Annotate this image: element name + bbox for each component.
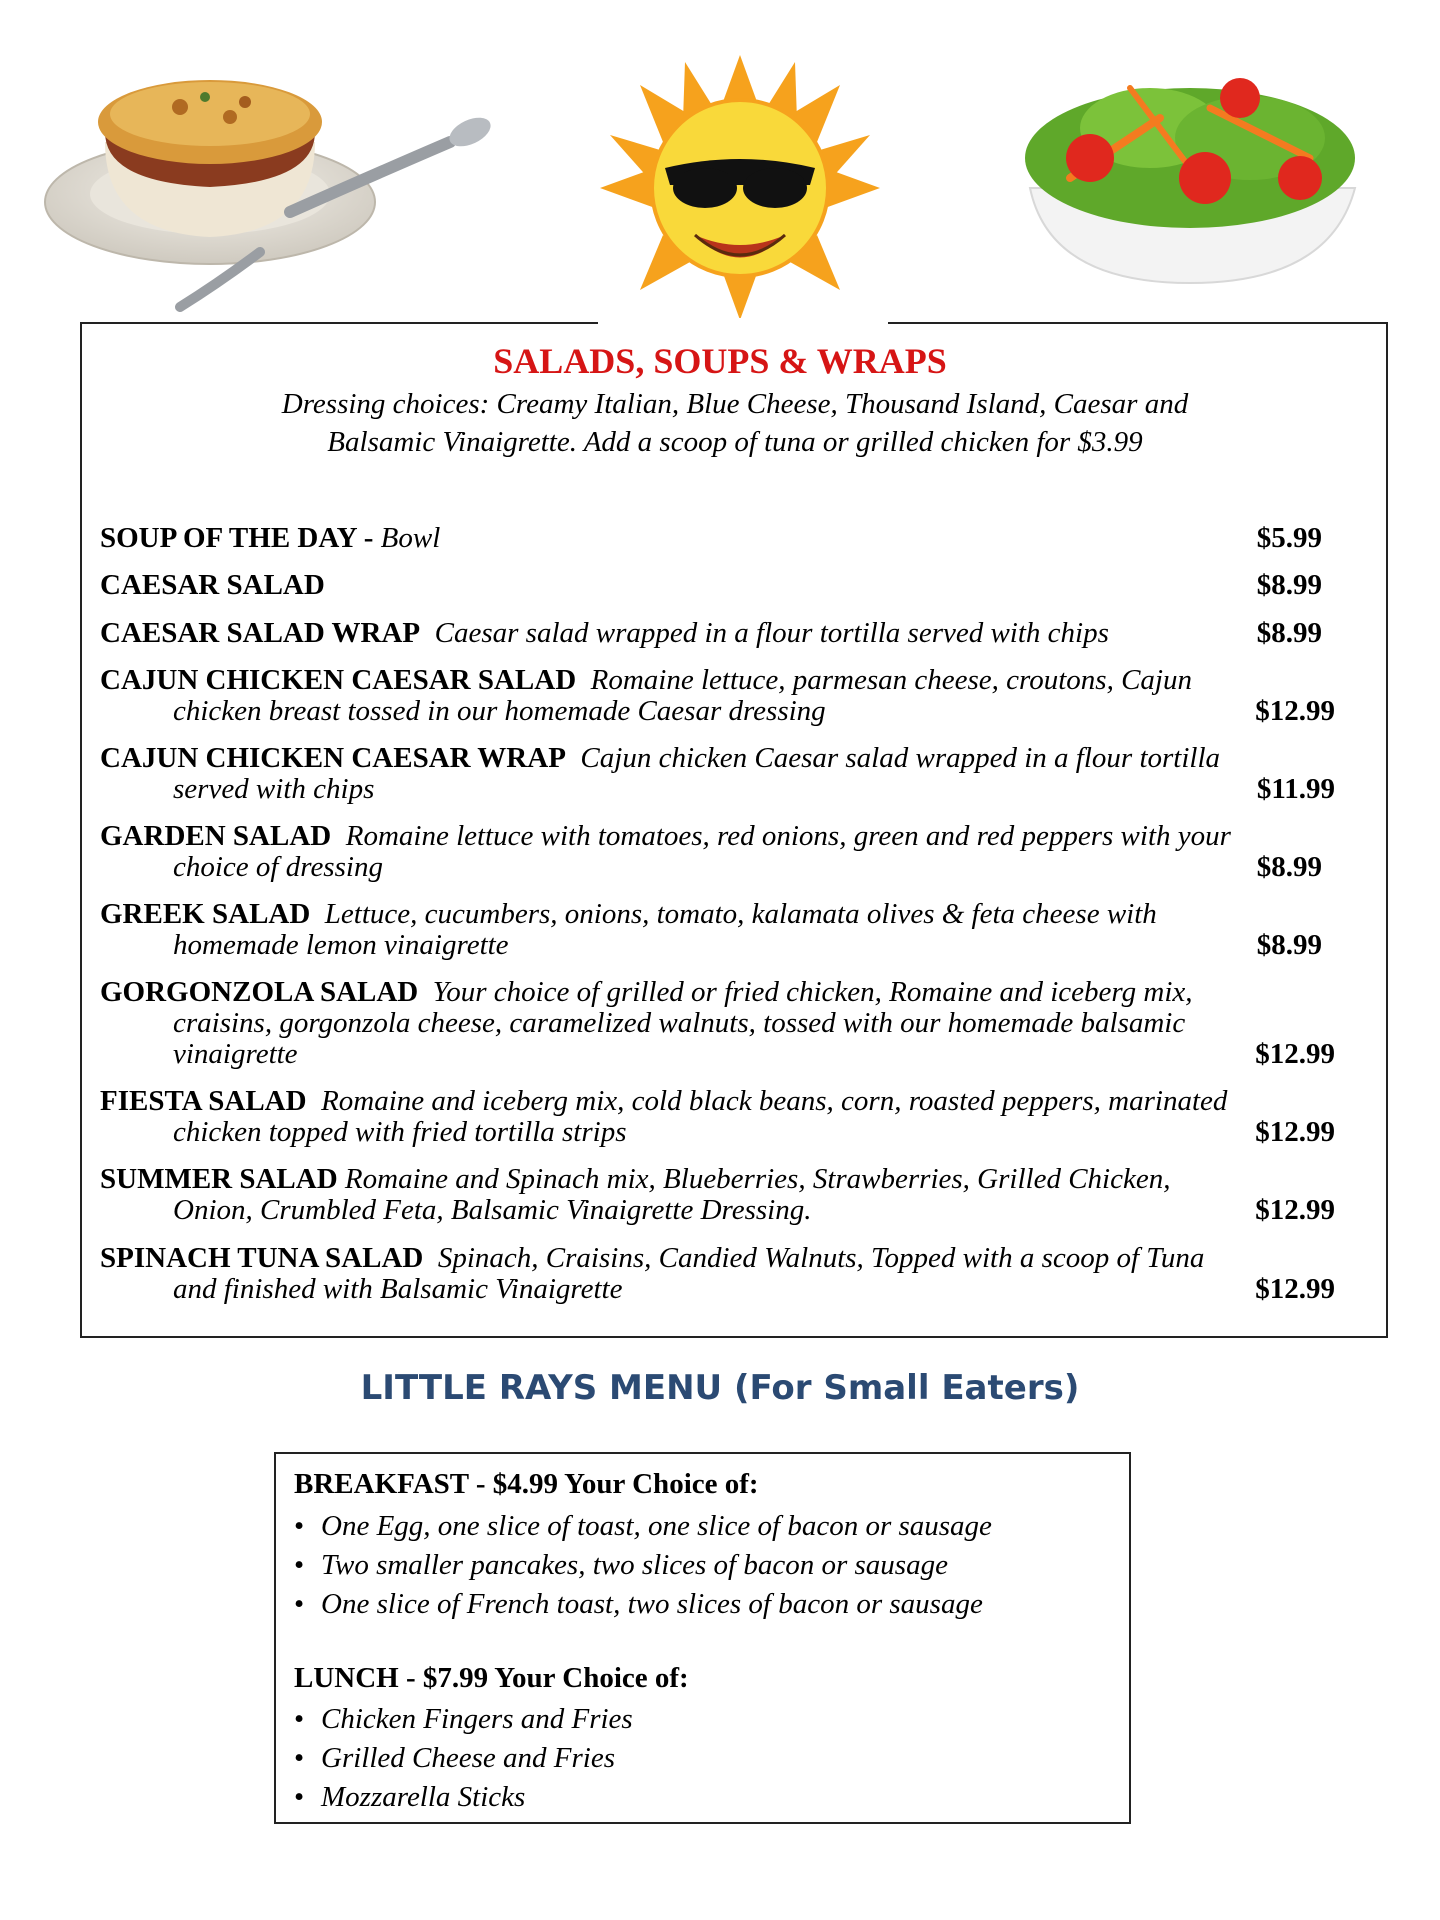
menu-item-price: $8.99 [1256,617,1322,649]
menu-item-price: $12.99 [1255,1194,1335,1226]
menu-item-price: $12.99 [1255,695,1335,727]
menu-item-price: $8.99 [1256,851,1322,883]
lunch-list [294,1700,633,1817]
salads-section-title: SALADS, SOUPS & WRAPS [493,341,947,381]
menu-item-caesar-salad: CAESAR SALAD $8.99 [100,569,1322,601]
menu-item-price: $8.99 [1256,569,1322,601]
salad-bowl-image [1010,48,1370,288]
lunch-heading: LUNCH - $7.99 Your Choice of: [294,1662,689,1694]
menu-item-price: $5.99 [1256,522,1322,554]
menu-item-price: $12.99 [1255,1273,1335,1305]
dressing-note: Dressing choices: Creamy Italian, Blue Cheese, Thousand Island, Caesar and Balsamic Vinaigrette. Add a scoop of tuna or grilled chicken for $3.99 [281,388,1189,458]
menu-item-caesar-salad-wrap: CAESAR SALAD WRAP Caesar salad wrapped in a flour tortilla served with chips $8.99 [100,617,1322,649]
kids-menu-title: LITTLE RAYS MENU (For Small Eaters) [360,1368,1080,1408]
list-item: • Chicken Fingers and Fries [294,1700,633,1739]
breakfast-list [294,1507,992,1624]
sun-with-sunglasses-image [595,50,885,325]
menu-item-fiesta-salad: FIESTA SALAD Romaine and iceberg mix, cold black beans, corn, roasted peppers, marinated chicken topped with fried tortilla strips $12.99 [100,1085,1335,1148]
menu-item-cajun-chicken-caesar-wrap: CAJUN CHICKEN CAESAR WRAP Cajun chicken Caesar salad wrapped in a flour tortilla served with chips $11.99 [100,742,1335,805]
menu-item-price: $11.99 [1256,773,1335,805]
list-item: • Mozzarella Sticks [294,1778,633,1817]
list-item: • Two smaller pancakes, two slices of bacon or sausage [294,1546,992,1585]
menu-item-gorgonzola-salad: GORGONZOLA SALAD Your choice of grilled or fried chicken, Romaine and iceberg mix, craisins, gorgonzola cheese, caramelized walnuts, tossed with our homemade balsamic vinaigrette $12.99 [100,976,1335,1070]
menu-item-spinach-tuna-salad: SPINACH TUNA SALAD Spinach, Craisins, Candied Walnuts, Topped with a scoop of Tuna and finished with Balsamic Vinaigrette $12.99 [100,1242,1335,1305]
menu-item-price: $12.99 [1255,1038,1335,1070]
list-item: • Grilled Cheese and Fries [294,1739,633,1778]
menu-item-summer-salad: SUMMER SALAD Romaine and Spinach mix, Blueberries, Strawberries, Grilled Chicken, Onion, Crumbled Feta, Balsamic Vinaigrette Dressing. $12.99 [100,1163,1335,1226]
list-item: • One Egg, one slice of toast, one slice of bacon or sausage [294,1507,992,1546]
menu-item-greek-salad: GREEK SALAD Lettuce, cucumbers, onions, tomato, kalamata olives & feta cheese with homemade lemon vinaigrette $8.99 [100,898,1322,961]
menu-item-garden-salad: GARDEN SALAD Romaine lettuce with tomatoes, red onions, green and red peppers with your choice of dressing $8.99 [100,820,1322,883]
list-item: • One slice of French toast, two slices of bacon or sausage [294,1585,992,1624]
menu-item-cajun-chicken-caesar-salad: CAJUN CHICKEN CAESAR SALAD Romaine lettuce, parmesan cheese, croutons, Cajun chicken breast tossed in our homemade Caesar dressing $12.99 [100,664,1335,727]
menu-item-soup-of-the-day: SOUP OF THE DAY - Bowl $5.99 [100,522,1322,554]
menu-item-price: $8.99 [1256,929,1322,961]
menu-item-price: $12.99 [1255,1116,1335,1148]
soup-bowl-image [30,22,500,342]
breakfast-heading: BREAKFAST - $4.99 Your Choice of: [294,1468,759,1500]
